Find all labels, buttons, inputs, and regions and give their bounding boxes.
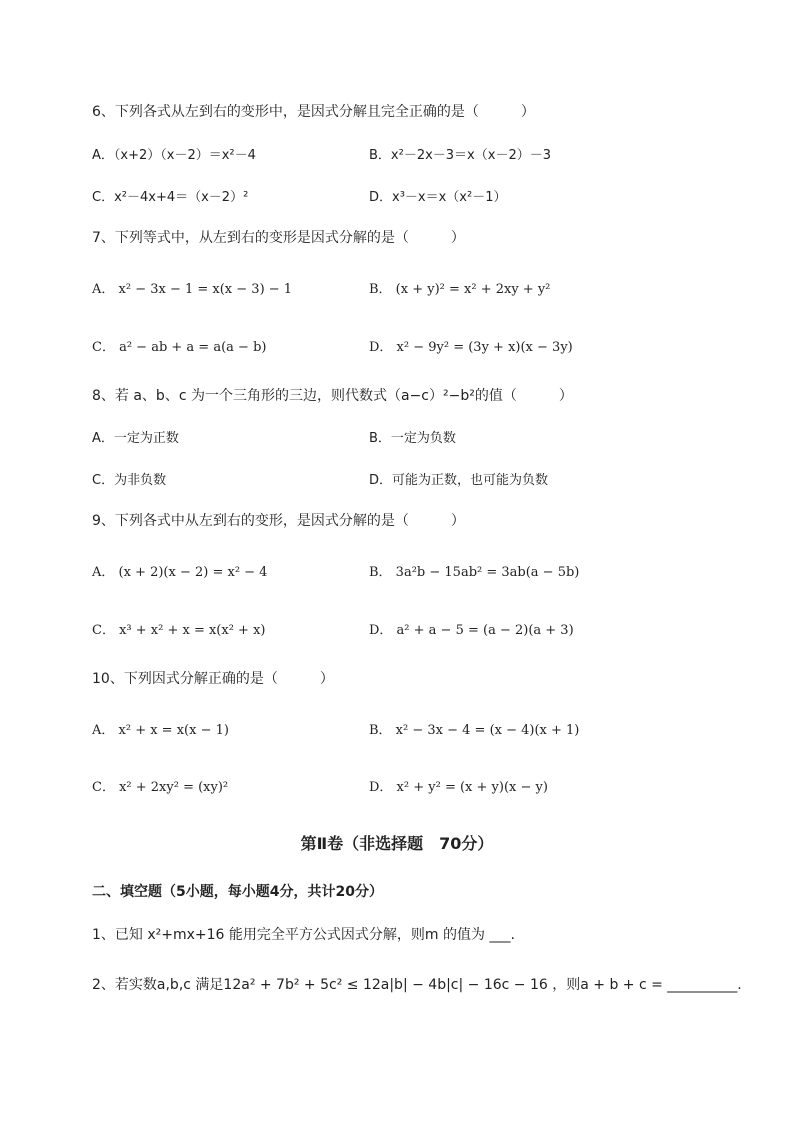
question-6-stem: 6、下列各式从左到右的变形中，是因式分解且完全正确的是（ ）	[92, 104, 535, 120]
question-9-option-c: C． x³ + x² + x = x(x² + x)	[92, 623, 266, 638]
question-7-option-b: B． (x + y)² = x² + 2xy + y²	[369, 282, 551, 297]
question-6-option-b: B．x²－2x－3＝x（x－2）－3	[369, 148, 551, 163]
question-9-stem: 9、下列各式中从左到右的变形，是因式分解的是（ ）	[92, 513, 465, 529]
question-8-option-a: A．一定为正数	[92, 431, 179, 446]
section-2-title: 第Ⅱ卷（非选择题 70分）	[300, 834, 494, 853]
question-8-option-b: B．一定为负数	[369, 431, 456, 446]
question-7-option-d: D． x² − 9y² = (3y + x)(x − 3y)	[369, 340, 573, 355]
question-9-option-b: B． 3a²b − 15ab² = 3ab(a − 5b)	[369, 565, 580, 580]
question-10-option-d: D． x² + y² = (x + y)(x − y)	[369, 780, 548, 795]
question-7-option-c: C． a² − ab + a = a(a − b)	[92, 340, 267, 355]
section-2-subtitle: 二、填空题（5小题，每小题4分，共计20分）	[92, 884, 383, 900]
question-9-option-a: A． (x + 2)(x − 2) = x² − 4	[92, 565, 268, 580]
question-6-option-a: A．（x+2）（x－2）＝x²－4	[92, 148, 256, 163]
question-10-option-b: B． x² − 3x − 4 = (x − 4)(x + 1)	[369, 723, 580, 738]
question-8-option-d: D．可能为正数，也可能为负数	[369, 473, 549, 488]
question-10-option-c: C． x² + 2xy² = (xy)²	[92, 780, 229, 795]
fill-question-1: 1、已知 x²+mx+16 能用完全平方公式因式分解，则m 的值为 ___.	[92, 927, 515, 943]
question-10-stem: 10、下列因式分解正确的是（ ）	[92, 671, 334, 687]
question-8-stem: 8、若 a、b、c 为一个三角形的三边，则代数式（a−c）²−b²的值（ ）	[92, 388, 573, 404]
fill-question-2: 2、若实数a,b,c 满足12a² + 7b² + 5c² ≤ 12a|b| − 4b|c| − 16c − 16 ，则a + b + c = __________.	[92, 977, 742, 993]
question-9-option-d: D． a² + a − 5 = (a − 2)(a + 3)	[369, 623, 574, 638]
question-6-option-c: C．x²－4x+4＝（x－2）²	[92, 190, 249, 205]
question-8-option-c: C．为非负数	[92, 473, 167, 488]
question-7-option-a: A． x² − 3x − 1 = x(x − 3) − 1	[92, 282, 293, 297]
question-7-stem: 7、下列等式中，从左到右的变形是因式分解的是（ ）	[92, 230, 465, 246]
question-6-option-d: D．x³－x＝x（x²－1）	[369, 190, 507, 205]
question-10-option-a: A． x² + x = x(x − 1)	[92, 723, 229, 738]
